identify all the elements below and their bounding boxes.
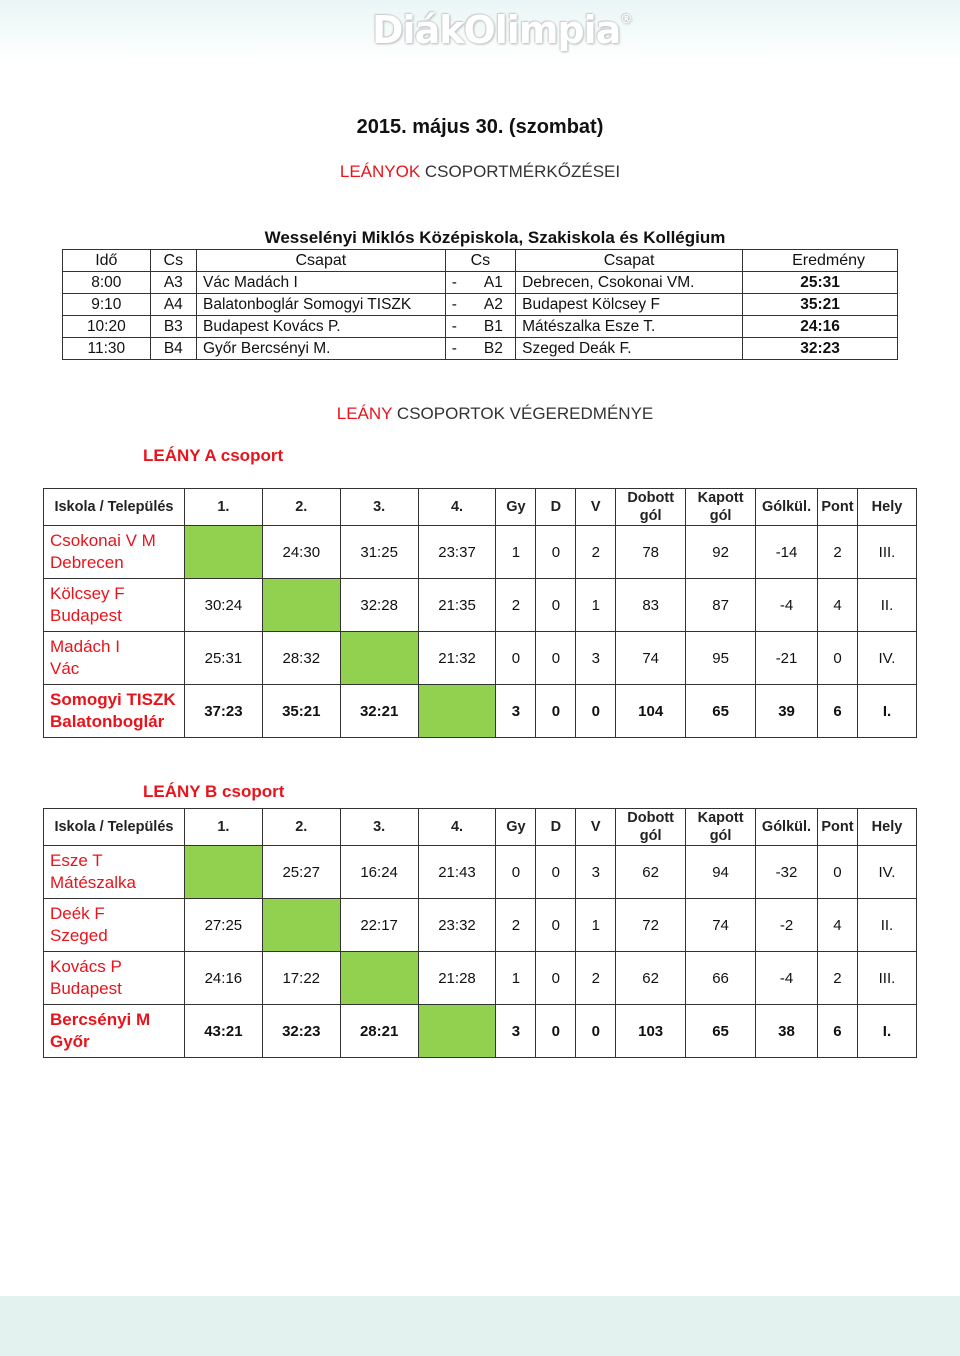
match-team-2: Mátészalka Esze T. bbox=[516, 316, 743, 338]
school-name: Esze T bbox=[50, 851, 103, 870]
town-name: Győr bbox=[50, 1032, 90, 1051]
header-goals-conceded-line-2: gól bbox=[709, 828, 732, 844]
losses-cell: 0 bbox=[576, 1005, 616, 1058]
school-cell bbox=[44, 952, 185, 1005]
header-wins: Gy bbox=[496, 489, 536, 526]
points-cell: 6 bbox=[818, 685, 858, 738]
standings-row bbox=[44, 846, 917, 899]
match-group-1: B3 bbox=[150, 316, 196, 338]
header-place: Hely bbox=[857, 809, 916, 846]
header-goals-conceded-line-1: Kapott bbox=[697, 810, 744, 826]
points-cell: 0 bbox=[818, 632, 858, 685]
place-cell: I. bbox=[857, 685, 916, 738]
goals-scored-cell: 103 bbox=[616, 1005, 686, 1058]
result-vs-2: 35:21 bbox=[262, 685, 340, 738]
standings-row bbox=[44, 632, 917, 685]
place-cell: II. bbox=[857, 899, 916, 952]
place-cell: IV. bbox=[857, 846, 916, 899]
result-vs-4: 23:32 bbox=[418, 899, 496, 952]
wins-cell: 2 bbox=[496, 899, 536, 952]
draws-cell: 0 bbox=[536, 632, 576, 685]
header-goals-scored bbox=[616, 489, 686, 526]
draws-cell: 0 bbox=[536, 579, 576, 632]
match-team-1: Budapest Kovács P. bbox=[197, 316, 446, 338]
points-cell: 0 bbox=[817, 846, 857, 899]
goal-difference-cell: 38 bbox=[756, 1005, 818, 1058]
goals-scored-cell: 72 bbox=[616, 899, 686, 952]
header-goals-conceded bbox=[686, 809, 756, 846]
school-name: Kölcsey F bbox=[50, 584, 125, 603]
points-cell: 2 bbox=[817, 952, 857, 1005]
match-result: 24:16 bbox=[743, 316, 898, 338]
school-name: Kovács P bbox=[50, 957, 122, 976]
diakolimpia-logo: DiákOlimpia® bbox=[372, 8, 632, 52]
goal-difference-cell: -14 bbox=[756, 526, 818, 579]
standings-row bbox=[44, 685, 917, 738]
school-name: Csokonai V M bbox=[50, 531, 156, 550]
header-school: Iskola / Település bbox=[44, 489, 185, 526]
town-name: Budapest bbox=[50, 606, 122, 625]
school-cell bbox=[44, 685, 185, 738]
header-draws: D bbox=[536, 489, 576, 526]
standings-row bbox=[44, 579, 917, 632]
header-goals-scored-line-2: gól bbox=[639, 828, 662, 844]
header-result: Eredmény bbox=[743, 250, 898, 272]
group-a-title: LEÁNY A csoport bbox=[143, 446, 284, 465]
result-vs-1: 43:21 bbox=[184, 1005, 262, 1058]
match-row bbox=[63, 272, 898, 294]
result-vs-4: 21:35 bbox=[418, 579, 496, 632]
match-row bbox=[63, 338, 898, 360]
match-time: 9:10 bbox=[63, 294, 151, 316]
page-subtitle: LEÁNYOK CSOPORTMÉRKŐZÉSEI bbox=[339, 162, 621, 181]
match-time: 11:30 bbox=[63, 338, 151, 360]
result-vs-4: 21:43 bbox=[418, 846, 496, 899]
header-losses: V bbox=[576, 809, 616, 846]
header-points: Pont bbox=[817, 809, 857, 846]
header-losses: V bbox=[576, 489, 616, 526]
goals-conceded-cell: 74 bbox=[686, 899, 756, 952]
match-separator: - bbox=[445, 294, 478, 316]
place-cell: IV. bbox=[857, 632, 916, 685]
goal-difference-cell: -4 bbox=[756, 952, 818, 1005]
losses-cell: 1 bbox=[576, 899, 616, 952]
result-vs-4: 23:37 bbox=[418, 526, 496, 579]
header-goals-scored-line-2: gól bbox=[639, 508, 662, 524]
goals-scored-cell: 74 bbox=[616, 632, 686, 685]
match-group-1: A3 bbox=[150, 272, 196, 294]
draws-cell: 0 bbox=[536, 899, 576, 952]
result-vs-3: 22:17 bbox=[340, 899, 418, 952]
draws-cell: 0 bbox=[536, 526, 576, 579]
header-col-1: 1. bbox=[184, 489, 262, 526]
losses-cell: 2 bbox=[576, 952, 616, 1005]
goals-conceded-cell: 92 bbox=[686, 526, 756, 579]
losses-cell: 1 bbox=[576, 579, 616, 632]
header-group-2: Cs bbox=[445, 250, 515, 272]
result-vs-3: 28:21 bbox=[340, 1005, 418, 1058]
points-cell: 4 bbox=[817, 899, 857, 952]
header-goal-difference: Gólkül. bbox=[756, 489, 818, 526]
result-vs-2: 32:23 bbox=[262, 1005, 340, 1058]
goals-conceded-cell: 95 bbox=[686, 632, 756, 685]
header-school: Iskola / Település bbox=[44, 809, 185, 846]
match-row bbox=[63, 294, 898, 316]
draws-cell: 0 bbox=[536, 1005, 576, 1058]
match-result: 35:21 bbox=[743, 294, 898, 316]
school-cell bbox=[44, 579, 185, 632]
header-goals-scored-line-1: Dobott bbox=[627, 810, 674, 826]
town-name: Mátészalka bbox=[50, 873, 136, 892]
draws-cell: 0 bbox=[536, 952, 576, 1005]
match-result: 25:31 bbox=[743, 272, 898, 294]
points-cell: 4 bbox=[818, 579, 858, 632]
header-group-1: Cs bbox=[150, 250, 196, 272]
place-cell: I. bbox=[857, 1005, 916, 1058]
event-date: 2015. május 30. (szombat) bbox=[356, 116, 604, 138]
header-goals-scored bbox=[616, 809, 686, 846]
match-schedule-table bbox=[62, 249, 898, 360]
header-goals-conceded bbox=[686, 489, 756, 526]
header-wins: Gy bbox=[496, 809, 536, 846]
result-vs-2: 24:30 bbox=[262, 526, 340, 579]
goals-conceded-cell: 65 bbox=[686, 685, 756, 738]
header-time: Idő bbox=[63, 250, 151, 272]
points-cell: 6 bbox=[817, 1005, 857, 1058]
wins-cell: 1 bbox=[496, 526, 536, 579]
school-name: Bercsényi M bbox=[50, 1010, 151, 1029]
goal-difference-cell: 39 bbox=[756, 685, 818, 738]
points-cell: 2 bbox=[818, 526, 858, 579]
goals-conceded-cell: 87 bbox=[686, 579, 756, 632]
draws-cell: 0 bbox=[536, 685, 576, 738]
school-cell bbox=[44, 846, 185, 899]
match-team-2: Budapest Kölcsey F bbox=[516, 294, 743, 316]
school-cell bbox=[44, 526, 185, 579]
wins-cell: 0 bbox=[496, 632, 536, 685]
standings-header-row bbox=[44, 489, 917, 526]
result-vs-3: 32:28 bbox=[340, 579, 418, 632]
match-team-1: Győr Bercsényi M. bbox=[197, 338, 446, 360]
school-name: Madách I bbox=[50, 637, 120, 656]
result-vs-1: 30:24 bbox=[184, 579, 262, 632]
goals-conceded-cell: 66 bbox=[686, 952, 756, 1005]
goals-scored-cell: 83 bbox=[616, 579, 686, 632]
header-team-1: Csapat bbox=[197, 250, 446, 272]
match-team-2: Debrecen, Csokonai VM. bbox=[516, 272, 743, 294]
goals-scored-cell: 62 bbox=[616, 952, 686, 1005]
header-goals-conceded-line-2: gól bbox=[709, 508, 732, 524]
match-separator: - bbox=[445, 272, 478, 294]
self-match-cell bbox=[262, 899, 340, 952]
wins-cell: 0 bbox=[496, 846, 536, 899]
group-b-standings-table bbox=[43, 808, 917, 1058]
school-cell bbox=[44, 632, 185, 685]
header-col-3: 3. bbox=[340, 489, 418, 526]
goals-scored-cell: 62 bbox=[616, 846, 686, 899]
group-a-standings-table bbox=[43, 488, 917, 738]
header-team-2: Csapat bbox=[516, 250, 743, 272]
standings-header-row bbox=[44, 809, 917, 846]
match-team-2: Szeged Deák F. bbox=[516, 338, 743, 360]
result-vs-2: 25:27 bbox=[262, 846, 340, 899]
self-match-cell bbox=[262, 579, 340, 632]
header-goals-scored-line-1: Dobott bbox=[627, 490, 675, 506]
match-group-2: A1 bbox=[478, 272, 516, 294]
goal-difference-cell: -21 bbox=[756, 632, 818, 685]
match-group-2: B1 bbox=[478, 316, 516, 338]
standings-row bbox=[44, 952, 917, 1005]
result-vs-4: 21:32 bbox=[418, 632, 496, 685]
result-vs-2: 28:32 bbox=[262, 632, 340, 685]
result-vs-1: 27:25 bbox=[184, 899, 262, 952]
result-vs-2: 17:22 bbox=[262, 952, 340, 1005]
group-b-title: LEÁNY B csoport bbox=[143, 782, 285, 801]
school-name: Deék F bbox=[50, 904, 105, 923]
match-group-1: A4 bbox=[150, 294, 196, 316]
result-vs-3: 16:24 bbox=[340, 846, 418, 899]
result-vs-4: 21:28 bbox=[418, 952, 496, 1005]
goal-difference-cell: -2 bbox=[756, 899, 818, 952]
header-col-2: 2. bbox=[262, 489, 340, 526]
wins-cell: 3 bbox=[496, 1005, 536, 1058]
self-match-cell bbox=[418, 1005, 496, 1058]
result-vs-1: 25:31 bbox=[184, 632, 262, 685]
match-header-row bbox=[63, 250, 898, 272]
result-vs-1: 37:23 bbox=[184, 685, 262, 738]
losses-cell: 0 bbox=[576, 685, 616, 738]
goals-conceded-cell: 94 bbox=[686, 846, 756, 899]
match-time: 8:00 bbox=[63, 272, 151, 294]
result-vs-3: 32:21 bbox=[340, 685, 418, 738]
self-match-cell bbox=[340, 632, 418, 685]
results-section-title: LEÁNY CSOPORTOK VÉGEREDMÉNYE bbox=[336, 404, 654, 423]
venue-title: Wesselényi Miklós Középiskola, Szakiskola és Kollégium bbox=[264, 228, 726, 247]
header-col-1: 1. bbox=[184, 809, 262, 846]
header-place: Hely bbox=[857, 489, 916, 526]
self-match-cell bbox=[418, 685, 496, 738]
wins-cell: 1 bbox=[496, 952, 536, 1005]
header-goals-conceded-line-1: Kapott bbox=[697, 490, 744, 506]
goals-scored-cell: 78 bbox=[616, 526, 686, 579]
header-col-3: 3. bbox=[340, 809, 418, 846]
goals-scored-cell: 104 bbox=[616, 685, 686, 738]
wins-cell: 2 bbox=[496, 579, 536, 632]
self-match-cell bbox=[184, 526, 262, 579]
match-team-1: Balatonboglár Somogyi TISZK bbox=[197, 294, 446, 316]
match-group-2: A2 bbox=[478, 294, 516, 316]
town-name: Vác bbox=[50, 659, 80, 678]
losses-cell: 3 bbox=[576, 846, 616, 899]
self-match-cell bbox=[184, 846, 262, 899]
place-cell: III. bbox=[857, 952, 916, 1005]
goal-difference-cell: -4 bbox=[756, 579, 818, 632]
match-group-2: B2 bbox=[478, 338, 516, 360]
town-name: Balatonboglár bbox=[50, 712, 165, 731]
goal-difference-cell: -32 bbox=[756, 846, 818, 899]
footer-band bbox=[0, 1296, 960, 1356]
town-name: Budapest bbox=[50, 979, 122, 998]
losses-cell: 2 bbox=[576, 526, 616, 579]
match-result: 32:23 bbox=[743, 338, 898, 360]
result-vs-1: 24:16 bbox=[184, 952, 262, 1005]
place-cell: II. bbox=[857, 579, 916, 632]
header-goal-difference: Gólkül. bbox=[756, 809, 818, 846]
school-cell bbox=[44, 899, 185, 952]
header-points: Pont bbox=[818, 489, 858, 526]
header-col-4: 4. bbox=[418, 809, 496, 846]
school-name: Somogyi TISZK bbox=[50, 690, 176, 709]
town-name: Debrecen bbox=[50, 553, 124, 572]
header-draws: D bbox=[536, 809, 576, 846]
place-cell: III. bbox=[857, 526, 916, 579]
match-separator: - bbox=[445, 338, 478, 360]
standings-row bbox=[44, 899, 917, 952]
school-cell bbox=[44, 1005, 185, 1058]
standings-row bbox=[44, 526, 917, 579]
match-group-1: B4 bbox=[150, 338, 196, 360]
match-row bbox=[63, 316, 898, 338]
self-match-cell bbox=[340, 952, 418, 1005]
header-col-4: 4. bbox=[418, 489, 496, 526]
goals-conceded-cell: 65 bbox=[686, 1005, 756, 1058]
match-team-1: Vác Madách I bbox=[197, 272, 446, 294]
wins-cell: 3 bbox=[496, 685, 536, 738]
standings-row bbox=[44, 1005, 917, 1058]
town-name: Szeged bbox=[50, 926, 108, 945]
draws-cell: 0 bbox=[536, 846, 576, 899]
header-col-2: 2. bbox=[262, 809, 340, 846]
result-vs-3: 31:25 bbox=[340, 526, 418, 579]
losses-cell: 3 bbox=[576, 632, 616, 685]
match-separator: - bbox=[445, 316, 478, 338]
match-time: 10:20 bbox=[63, 316, 151, 338]
